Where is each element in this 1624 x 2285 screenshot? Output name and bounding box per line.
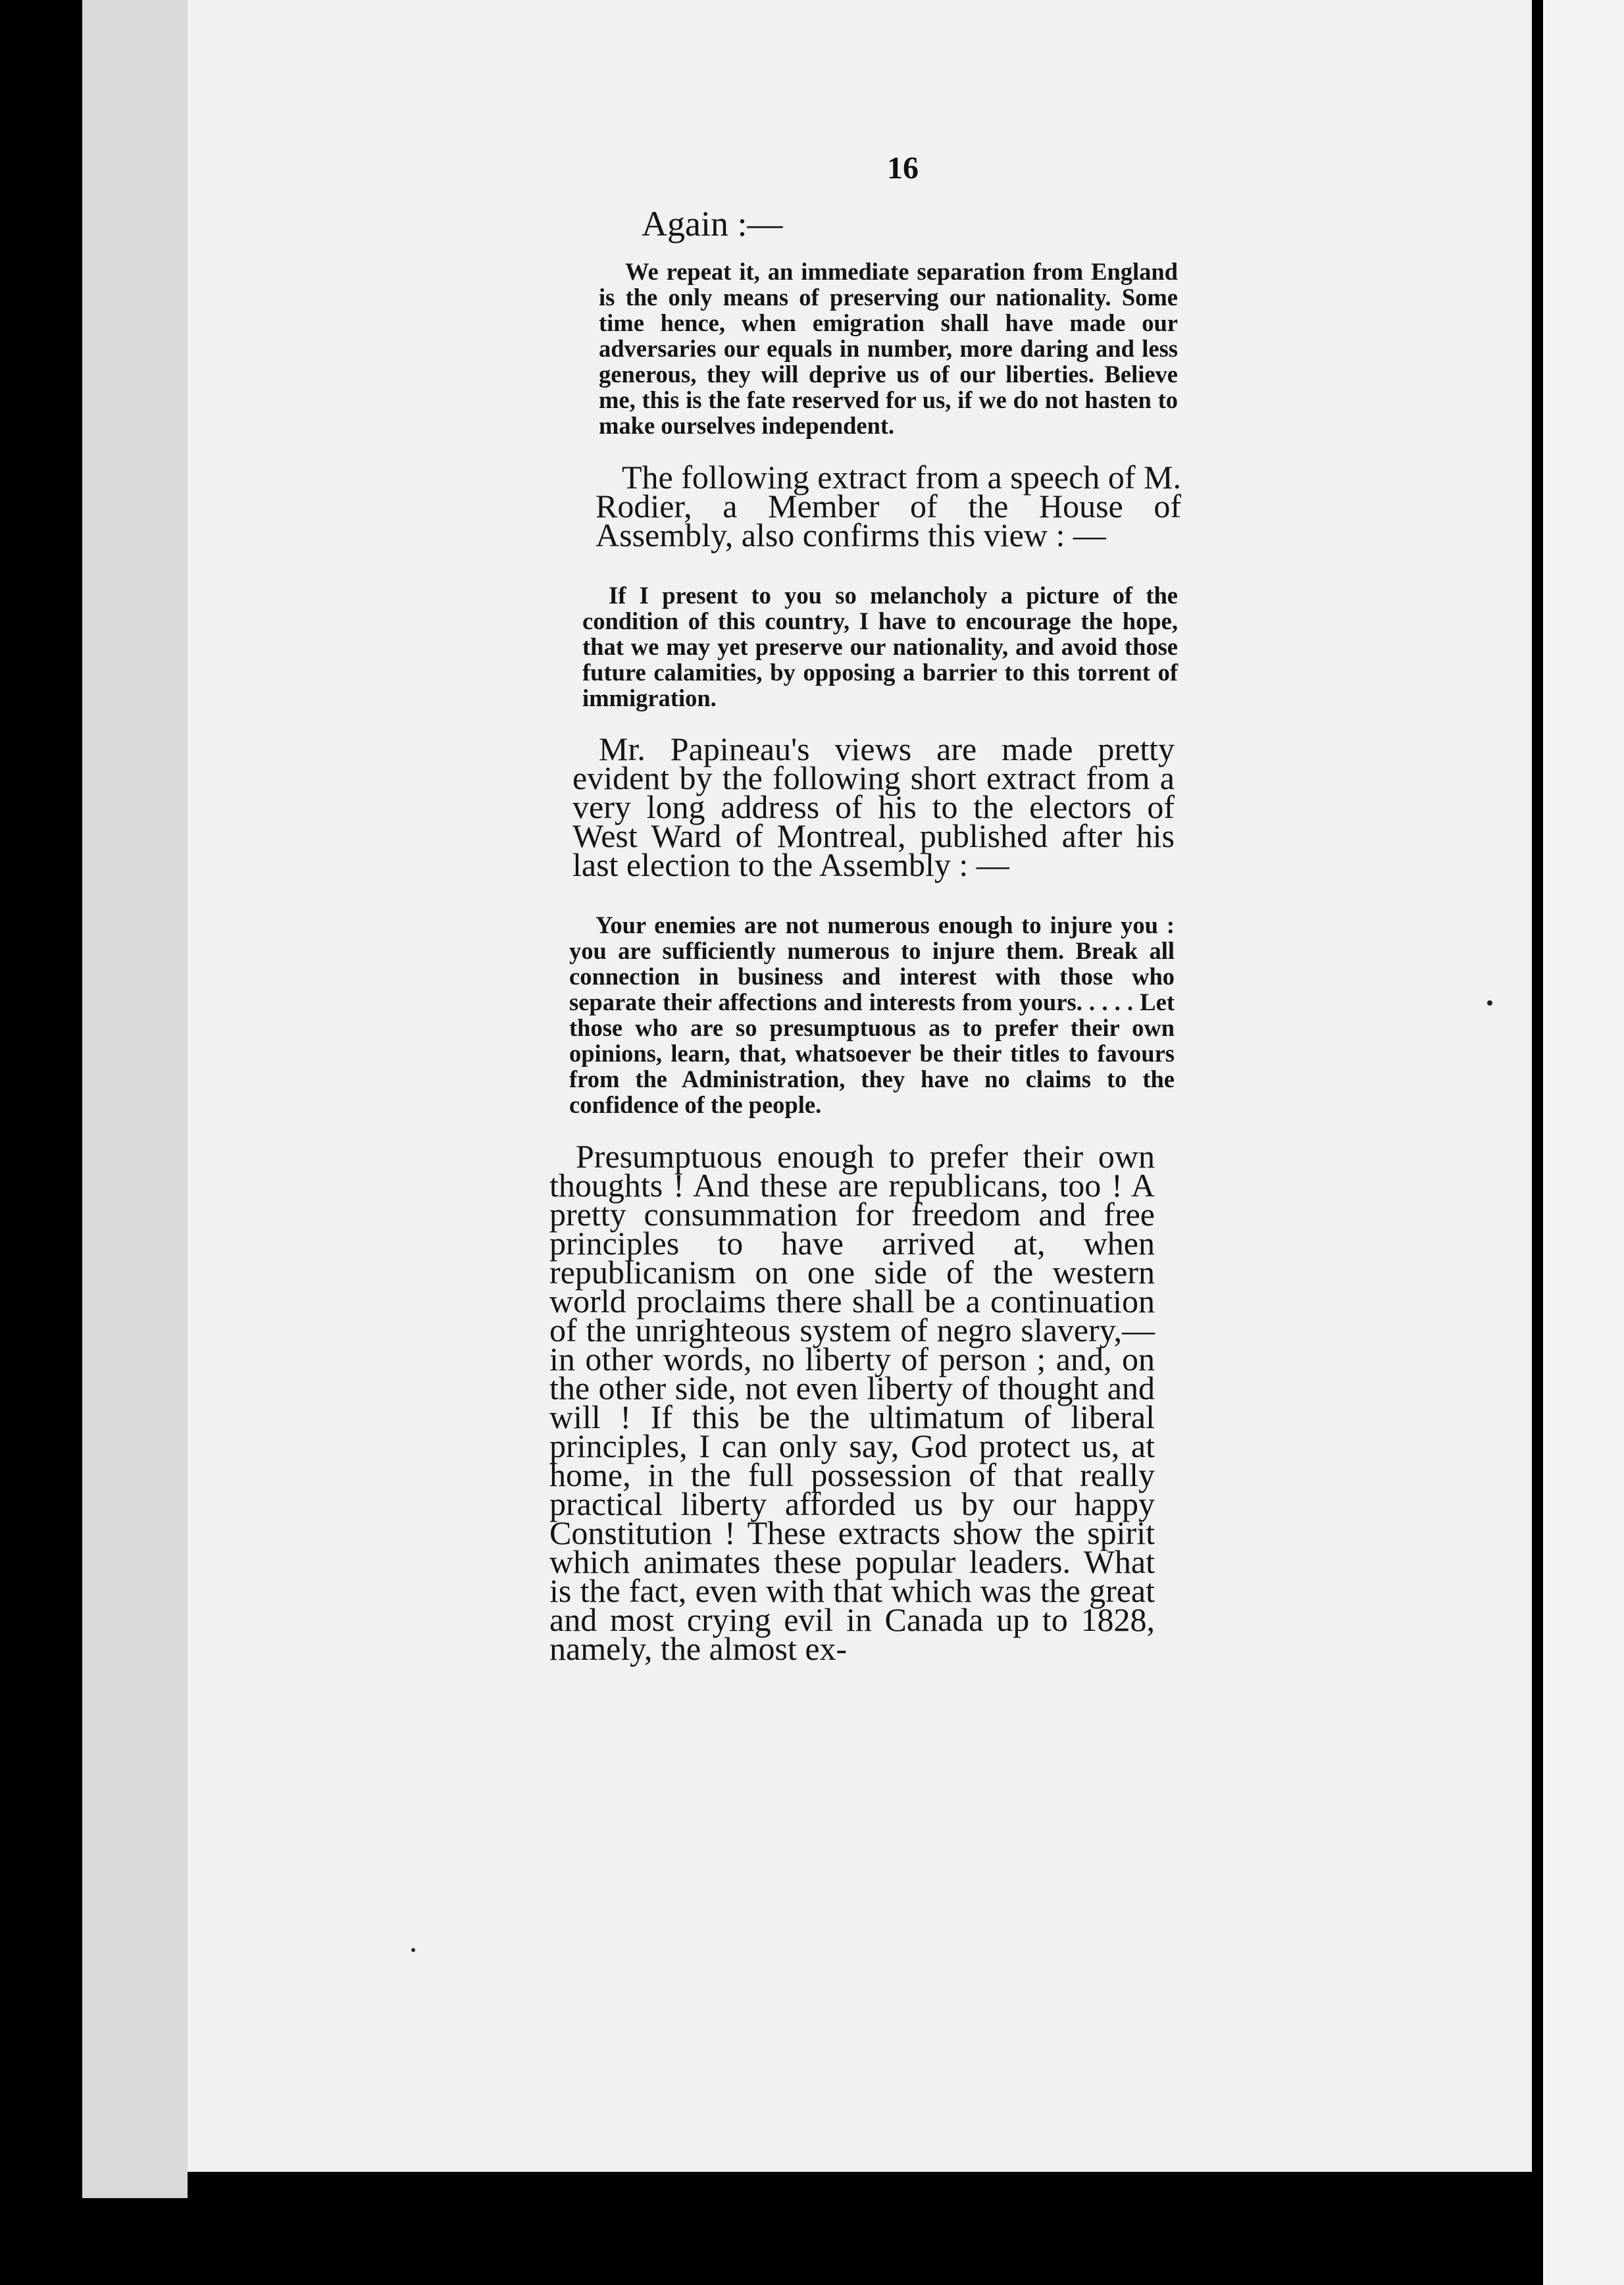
block-quote-1: We repeat it, an immediate separation from England is the only means of preserving our nationality. Some time hence, when emigration shall have made our adversaries our equals in number, more daring and less generous, they will deprive us of our liberties. Believe me, this is the fate reserved for us, if we do not hasten to make ourselves independent.: [599, 258, 1178, 439]
page-body: [549, 148, 1194, 1696]
scan-speck: [411, 1948, 415, 1952]
adjacent-page-edge: [1543, 0, 1624, 2285]
block-quote-3: Your enemies are not numerous enough to injure you : you are sufficiently numerous to injure them. Break all connection in business and interest with those who separate their affections and interests from yours. . . . . Let those who are so presumptuous as to prefer their own opinions, learn, that, whatsoever be their titles to favours from the Administration, they have no claims to the confidence of the people.: [569, 911, 1175, 1118]
paragraph-2: Mr. Papineau's views are made pretty evident by the following short extract from a very long address of his to the electors of West Ward of Montreal, published after his last election to the Assembly : —: [572, 731, 1175, 883]
page-edge-strip: [82, 0, 188, 2198]
block-quote-2: If I present to you so melancholy a picture of the condition of this country, I have to encourage the hope, that we may yet preserve our nationality, and avoid those future calamities, by opposing a barrier to this torrent of immigration.: [582, 581, 1178, 711]
section-heading: Again :—: [642, 204, 783, 244]
scan-speck: [1487, 1000, 1492, 1006]
page-number: 16: [887, 151, 919, 186]
paragraph-3: Presumptuous enough to prefer their own thoughts ! And these are republicans, too ! A pretty consummation for freedom and free principles to have arrived at, when republicanism on one side of the western world proclaims there shall be a continuation of the unrighteous system of negro slavery,—in other words, no liberty of person ; and, on the other side, not even liberty of thought and will ! If this be the ultimatum of liberal principles, I can only say, God protect us, at home, in the full possession of that really practical liberty afforded us by our happy Constitution ! These extracts show the spirit which animates these popular leaders. What is the fact, even with that which was the great and most crying evil in Canada up to 1828, namely, the almost ex-: [549, 1137, 1155, 1667]
paragraph-1: The following extract from a speech of M. Rodier, a Member of the House of Assembly, also confirms this view : —: [596, 458, 1181, 553]
